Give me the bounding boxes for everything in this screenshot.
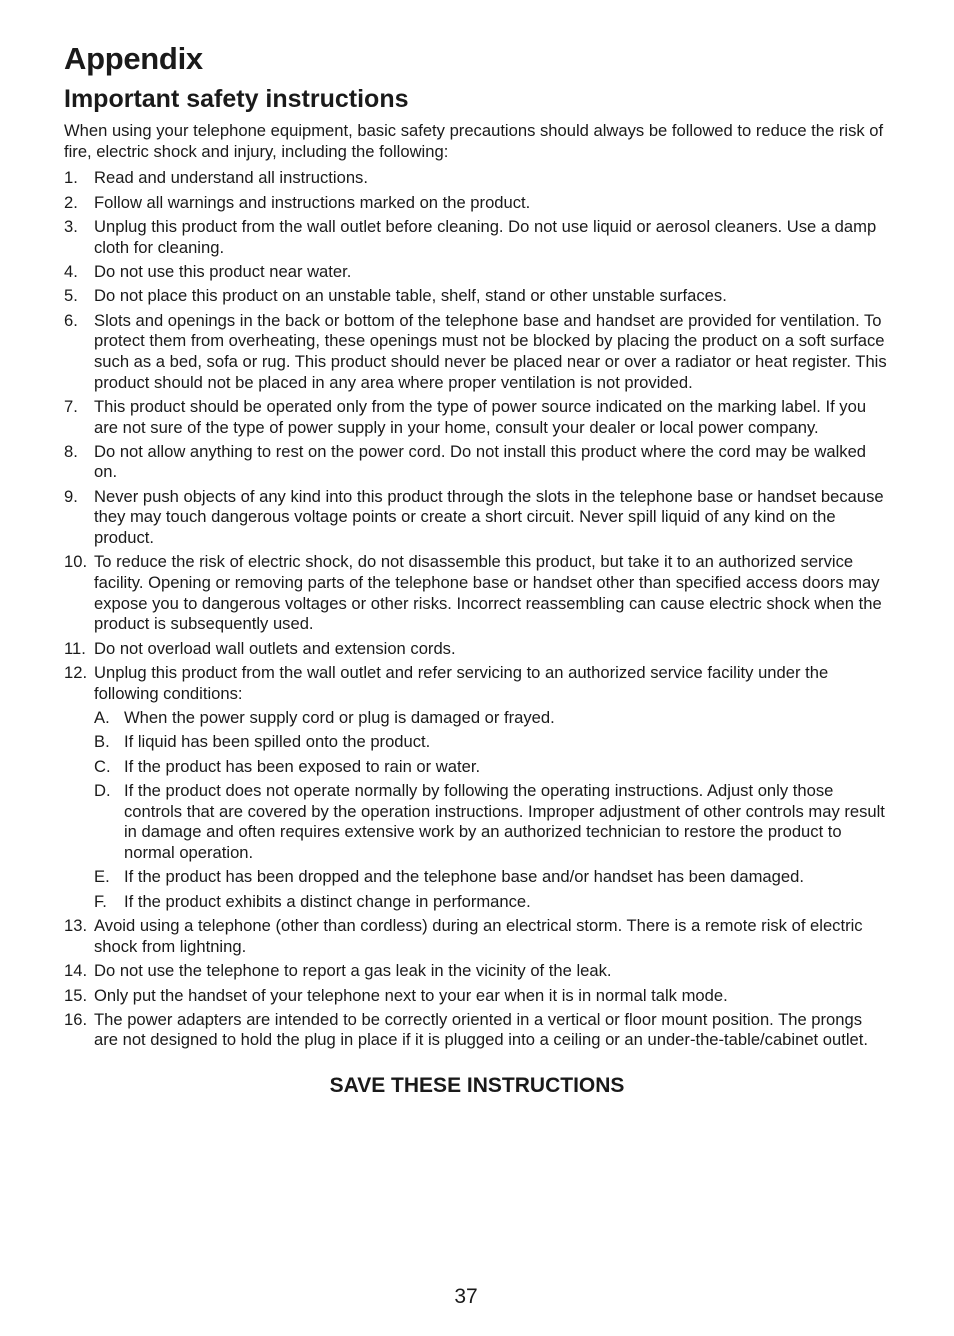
safety-instruction-list bbox=[64, 168, 890, 1051]
list-item bbox=[64, 311, 890, 393]
sub-list-item bbox=[94, 708, 890, 729]
item-number: 6. bbox=[64, 310, 78, 330]
sub-item-letter: B. bbox=[94, 732, 110, 752]
item-number: 1. bbox=[64, 168, 78, 188]
item-text: Only put the handset of your telephone next to your ear when it is in normal talk mode. bbox=[94, 985, 728, 1005]
item-text: Do not overload wall outlets and extension cords. bbox=[94, 638, 456, 658]
item-text: Follow all warnings and instructions marked on the product. bbox=[94, 192, 531, 212]
item-number: 5. bbox=[64, 286, 78, 306]
item-text: This product should be operated only from the type of power source indicated on the marking label. If you are not sure of the type of power supply in your home, consult your dealer or local power company. bbox=[94, 396, 867, 437]
item-number: 13. bbox=[64, 916, 88, 936]
sub-list-item bbox=[94, 867, 890, 888]
sub-item-letter: D. bbox=[94, 781, 111, 801]
list-item bbox=[64, 552, 890, 634]
item-text: Avoid using a telephone (other than cordless) during an electrical storm. There is a remote risk of electric shock from lightning. bbox=[94, 916, 863, 956]
sub-list-item bbox=[94, 732, 890, 753]
list-item bbox=[64, 961, 890, 982]
list-item bbox=[64, 916, 890, 957]
item-text: Never push objects of any kind into this product through the slots in the telephone base or handset because they may touch dangerous voltage points or create a short circuit. Never spill liquid of any kind on the product. bbox=[94, 486, 884, 548]
sub-item-letter: E. bbox=[94, 867, 110, 887]
sub-item-text: If the product does not operate normally by following the operating instructions. Adjust only those controls that are covered by the operation instructions. Improper adjustment of other controls may result in damage and often requires extensive work by an authorized technician to restore the product to normal operation. bbox=[124, 781, 885, 862]
intro-paragraph: When using your telephone equipment, basic safety precautions should always be followed to reduce the risk of fire, electric shock and injury, including the following: bbox=[64, 121, 884, 161]
item-number: 2. bbox=[64, 192, 78, 212]
item-text: To reduce the risk of electric shock, do not disassemble this product, but take it to an authorized service facility. Opening or removing parts of the telephone base or handset other than specified access doors may expose you to dangerous voltages or other risks. Incorrect reassembling can cause electric shock when the product is subsequently used. bbox=[94, 552, 882, 634]
sub-list-item bbox=[94, 757, 890, 778]
item-number: 10. bbox=[64, 552, 88, 572]
page-number: 37 bbox=[454, 1285, 478, 1308]
section-heading: Important safety instructions bbox=[64, 85, 409, 113]
item-number: 7. bbox=[64, 396, 78, 416]
sub-item-text: When the power supply cord or plug is damaged or frayed. bbox=[124, 708, 555, 727]
item-number: 14. bbox=[64, 961, 88, 981]
item-text: Do not use this product near water. bbox=[94, 261, 352, 281]
document-page bbox=[64, 40, 890, 1099]
sub-item-letter: C. bbox=[94, 756, 111, 776]
item-number: 8. bbox=[64, 441, 78, 461]
item-number: 15. bbox=[64, 985, 88, 1005]
sub-item-letter: F. bbox=[94, 891, 107, 911]
list-item bbox=[64, 986, 890, 1007]
list-item bbox=[64, 1010, 890, 1051]
list-item bbox=[64, 663, 890, 912]
item-text: Slots and openings in the back or bottom of the telephone base and handset are provided for ventilation. To protect them from overheating, these openings must not be blocked by placing the product on a soft surface such as a bed, sofa or rug. This product should never be placed near or over a radiator or heat register. This product should not be placed in any area where proper ventilation is not provided. bbox=[94, 310, 887, 392]
item-text: Unplug this product from the wall outlet and refer servicing to an authorized service facility under the following conditions: bbox=[94, 663, 829, 703]
sub-item-text: If liquid has been spilled onto the product. bbox=[124, 732, 431, 752]
sub-item-letter: A. bbox=[94, 708, 110, 727]
list-item bbox=[64, 397, 890, 438]
list-item bbox=[64, 639, 890, 660]
item-number: 16. bbox=[64, 1009, 88, 1029]
item-number: 12. bbox=[64, 663, 88, 683]
sub-list-item bbox=[94, 781, 890, 863]
list-item bbox=[64, 487, 890, 549]
list-item bbox=[64, 168, 890, 189]
sub-item-text: If the product exhibits a distinct change in performance. bbox=[124, 891, 531, 911]
item-text: The power adapters are intended to be correctly oriented in a vertical or floor mount position. The prongs are not designed to hold the plug in place if it is plugged into a ceiling or an under-the-table/cabinet outlet. bbox=[94, 1009, 868, 1050]
list-item bbox=[64, 442, 890, 483]
item-number: 4. bbox=[64, 261, 78, 281]
save-instructions-notice: SAVE THESE INSTRUCTIONS bbox=[329, 1074, 625, 1098]
sub-list-item bbox=[94, 892, 890, 913]
list-item bbox=[64, 193, 890, 214]
item-text: Unplug this product from the wall outlet before cleaning. Do not use liquid or aerosol cleaners. Use a damp cloth for cleaning. bbox=[94, 216, 877, 257]
item-text: Do not place this product on an unstable table, shelf, stand or other unstable surfaces. bbox=[94, 286, 727, 306]
sub-item-text: If the product has been dropped and the telephone base and/or handset has been damaged. bbox=[124, 867, 804, 887]
list-item bbox=[64, 286, 890, 307]
item-text: Do not allow anything to rest on the power cord. Do not install this product where the cord may be walked on. bbox=[94, 441, 867, 482]
sub-item-text: If the product has been exposed to rain or water. bbox=[124, 756, 481, 776]
item-number: 11. bbox=[64, 638, 86, 658]
servicing-conditions-list bbox=[94, 708, 890, 912]
list-item bbox=[64, 217, 890, 258]
list-item bbox=[64, 262, 890, 283]
item-text: Read and understand all instructions. bbox=[94, 168, 368, 188]
item-number: 3. bbox=[64, 216, 78, 236]
page-title: Appendix bbox=[64, 41, 203, 76]
item-text: Do not use the telephone to report a gas leak in the vicinity of the leak. bbox=[94, 961, 612, 981]
item-number: 9. bbox=[64, 486, 78, 506]
